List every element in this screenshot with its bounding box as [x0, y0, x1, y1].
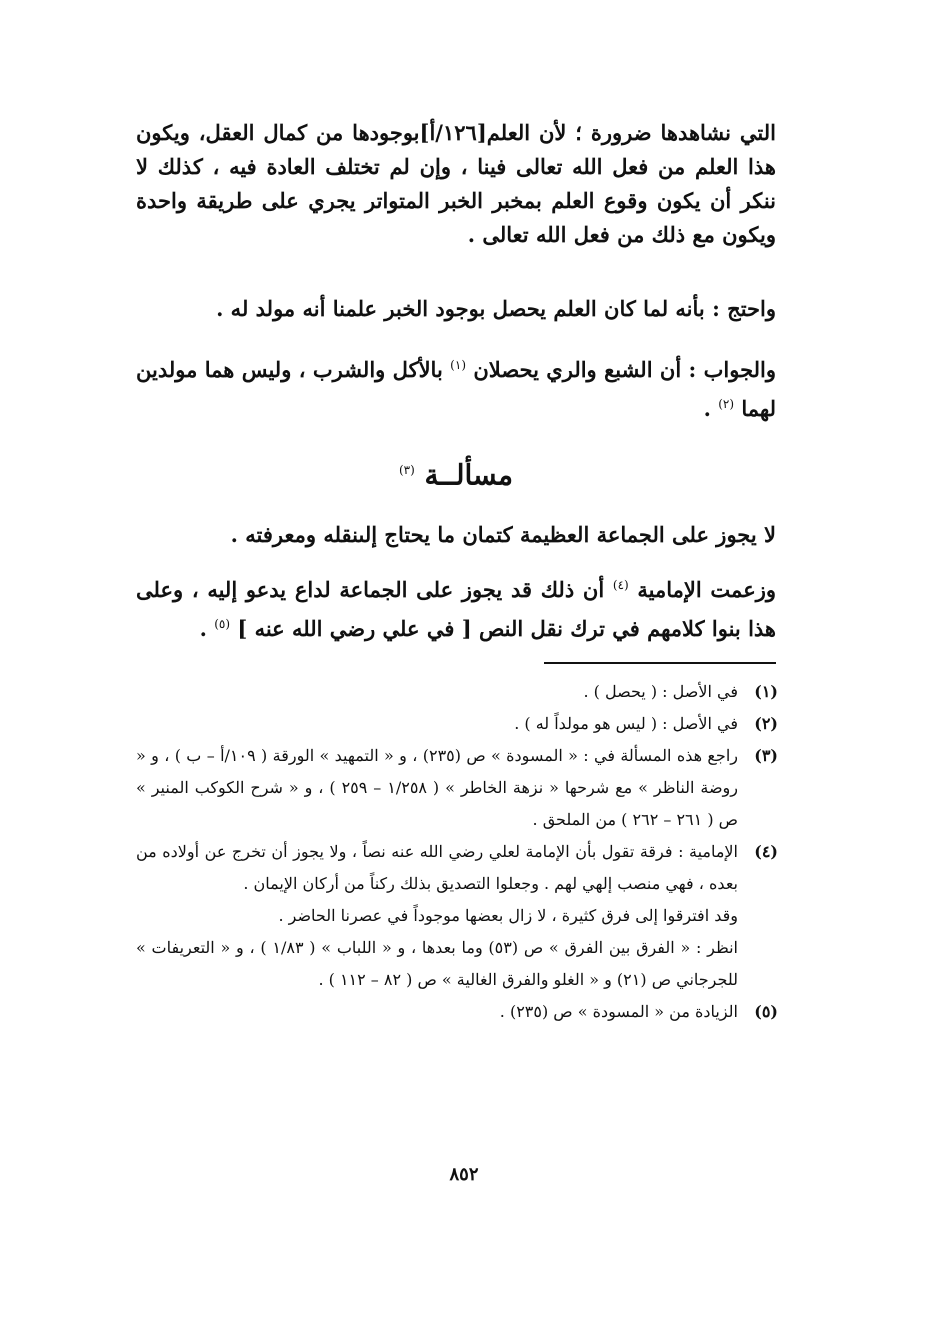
footnote-ref-3: (٣): [398, 463, 415, 477]
paragraph-5-text-a: وزعمت الإمامية: [637, 577, 777, 602]
footnote-4: [136, 836, 778, 996]
footnote-number: (٢): [754, 714, 778, 733]
paragraph-1-text: التي نشاهدها ضرورة ؛ لأن العلم[١٢٦/أ]بوجودها من كمال العقل، ويكون هذا العلم من فعل الله تعالى فينا ، وإن لم تختلف العادة فيه ، كذلك لا ننكر أن يكون وقوع العلم بمخبر الخبر المتواتر يجري على طريقة واحدة ويكون مع ذلك من فعل الله تعالى .: [136, 120, 776, 247]
paragraph-2-text: واحتج : بأنه لما كان العلم يحصل بوجود الخبر علمنا أنه مولد له .: [216, 296, 776, 321]
footnote-text: [136, 740, 738, 836]
footnote-line: الزيادة من « المسودة » ص (٢٣٥) .: [499, 1002, 738, 1021]
section-heading: [136, 448, 776, 497]
paragraph-5: [136, 568, 776, 646]
paragraph-5-text-b: أن ذلك قد يجوز على الجماعة لداع يدعو إليه ، وعلى هذا بنوا كلامهم في ترك نقل النص [ في علي رضي الله عنه ]: [136, 577, 776, 641]
paragraph-2: [136, 292, 776, 326]
page-number: ٨٥٢: [449, 1164, 479, 1185]
footnote-line: وقد افترقوا إلى فرق كثيرة ، لا زال بعضها موجوداً في عصرنا الحاضر .: [278, 906, 738, 925]
footnote-text: [136, 708, 738, 740]
paragraph-3-text-b: بالأكل والشرب ، وليس هما مولدين لهما: [136, 357, 776, 421]
footnote-text: [136, 676, 738, 708]
footnote-line: انظر : « الفرق بين الفرق » ص (٥٣) وما بعدها ، و « اللباب » ( ١/٨٣ ) ، و « التعريفات » للجرجاني ص (٢١) و « الغلو والفرق الغالية » ص ( ٨٢ – ١١٢ ) .: [136, 938, 738, 989]
footnote-line: راجع هذه المسألة في : « المسودة » ص (٢٣٥) ، و « التمهيد » الورقة ( ١٠٩/أ – ب ) ، و « روضة الناظر » مع شرحها « نزهة الخاطر » ( ١/٢٥٨ – ٢٥٩ ) ، و « شرح الكوكب المنير » ص ( ٢٦١ – ٢٦٢ ) من الملحق .: [136, 746, 739, 829]
paragraph-1: [136, 116, 776, 252]
section-heading-title: مسألــة: [424, 458, 514, 492]
footnote-number: (٥): [754, 1002, 778, 1021]
footnote-line: الإمامية : فرقة تقول بأن الإمامة لعلي رضي الله عنه نصاً ، ولا يجوز أن تخرج عن أولاده من بعده ، فهي منصب إلهي لهم . وجعلوا التصديق بذلك ركناً من أركان الإيمان .: [136, 842, 738, 893]
footnote-line: في الأصل : ( يحصل ) .: [583, 682, 738, 701]
footnotes: [136, 676, 778, 1028]
footnote-ref-1: (١): [450, 358, 466, 372]
paragraph-3-text-a: والجواب : أن الشبع والري يحصلان: [473, 357, 777, 382]
footnote-ref-5: (٥): [214, 617, 231, 631]
footnote-ref-4: (٤): [612, 578, 629, 592]
footnote-1: [136, 676, 778, 708]
footnote-ref-2: (٢): [718, 397, 735, 411]
paragraph-4-text: لا يجوز على الجماعة العظيمة كتمان ما يحتاج إلىنقله ومعرفته .: [230, 522, 776, 547]
footnote-number: (٤): [754, 842, 778, 861]
footnote-5: [136, 996, 778, 1028]
footnote-line: في الأصل : ( ليس هو مولداً له ) .: [514, 714, 738, 733]
paragraph-5-text-c: .: [199, 616, 207, 641]
paragraph-4: [136, 518, 776, 552]
paragraph-3-text-c: .: [703, 396, 711, 421]
footnote-number: (١): [754, 682, 778, 701]
footnote-text: [136, 996, 738, 1028]
paragraph-3: [136, 348, 776, 426]
footnote-separator: [544, 662, 776, 664]
footnote-number: (٣): [754, 746, 778, 765]
footnote-3: [136, 740, 778, 836]
footnote-text: [136, 836, 738, 996]
footnote-2: [136, 708, 778, 740]
